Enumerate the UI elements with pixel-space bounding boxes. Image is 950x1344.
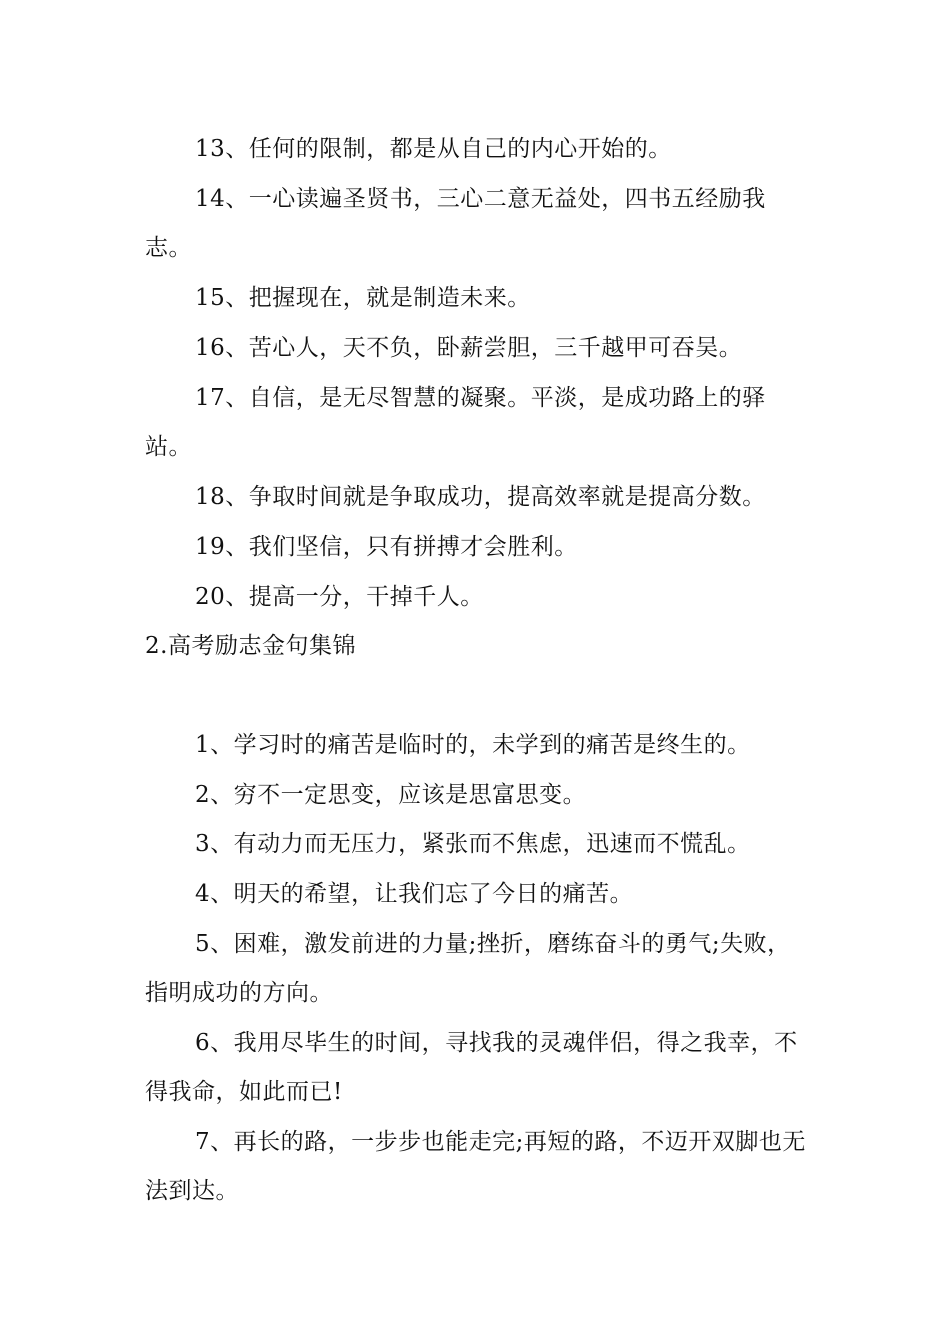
list-item: 19、我们坚信，只有拼搏才会胜利。 — [195, 534, 578, 560]
list-item: 2、穷不一定思变，应该是思富思变。 — [195, 782, 587, 808]
list-item: 14、一心读遍圣贤书，三心二意无益处，四书五经励我志。 — [145, 186, 766, 261]
list-item: 13、任何的限制，都是从自己的内心开始的。 — [195, 136, 672, 162]
list-item: 5、困难，激发前进的力量;挫折，磨练奋斗的勇气;失败，指明成功的方向。 — [145, 931, 791, 1006]
list-item: 17、自信，是无尽智慧的凝聚。平淡，是成功路上的驿站。 — [145, 385, 766, 460]
list-item: 18、争取时间就是争取成功，提高效率就是提高分数。 — [195, 484, 766, 510]
list-item: 16、苦心人，天不负，卧薪尝胆，三千越甲可吞吴。 — [195, 335, 743, 361]
list-item: 3、有动力而无压力，紧张而不焦虑，迅速而不慌乱。 — [195, 831, 751, 857]
list-item: 4、明天的希望，让我们忘了今日的痛苦。 — [195, 881, 634, 907]
list-item: 20、提高一分，干掉千人。 — [195, 584, 484, 610]
list-item: 6、我用尽毕生的时间，寻找我的灵魂伴侣，得之我幸，不得我命，如此而已! — [145, 1030, 798, 1105]
list-item: 7、再长的路，一步步也能走完;再短的路，不迈开双脚也无法到达。 — [145, 1129, 806, 1204]
list-item: 15、把握现在，就是制造未来。 — [195, 285, 531, 311]
list-item: 1、学习时的痛苦是临时的，未学到的痛苦是终生的。 — [195, 732, 751, 758]
section-heading: 2.高考励志金句集锦 — [145, 633, 356, 659]
